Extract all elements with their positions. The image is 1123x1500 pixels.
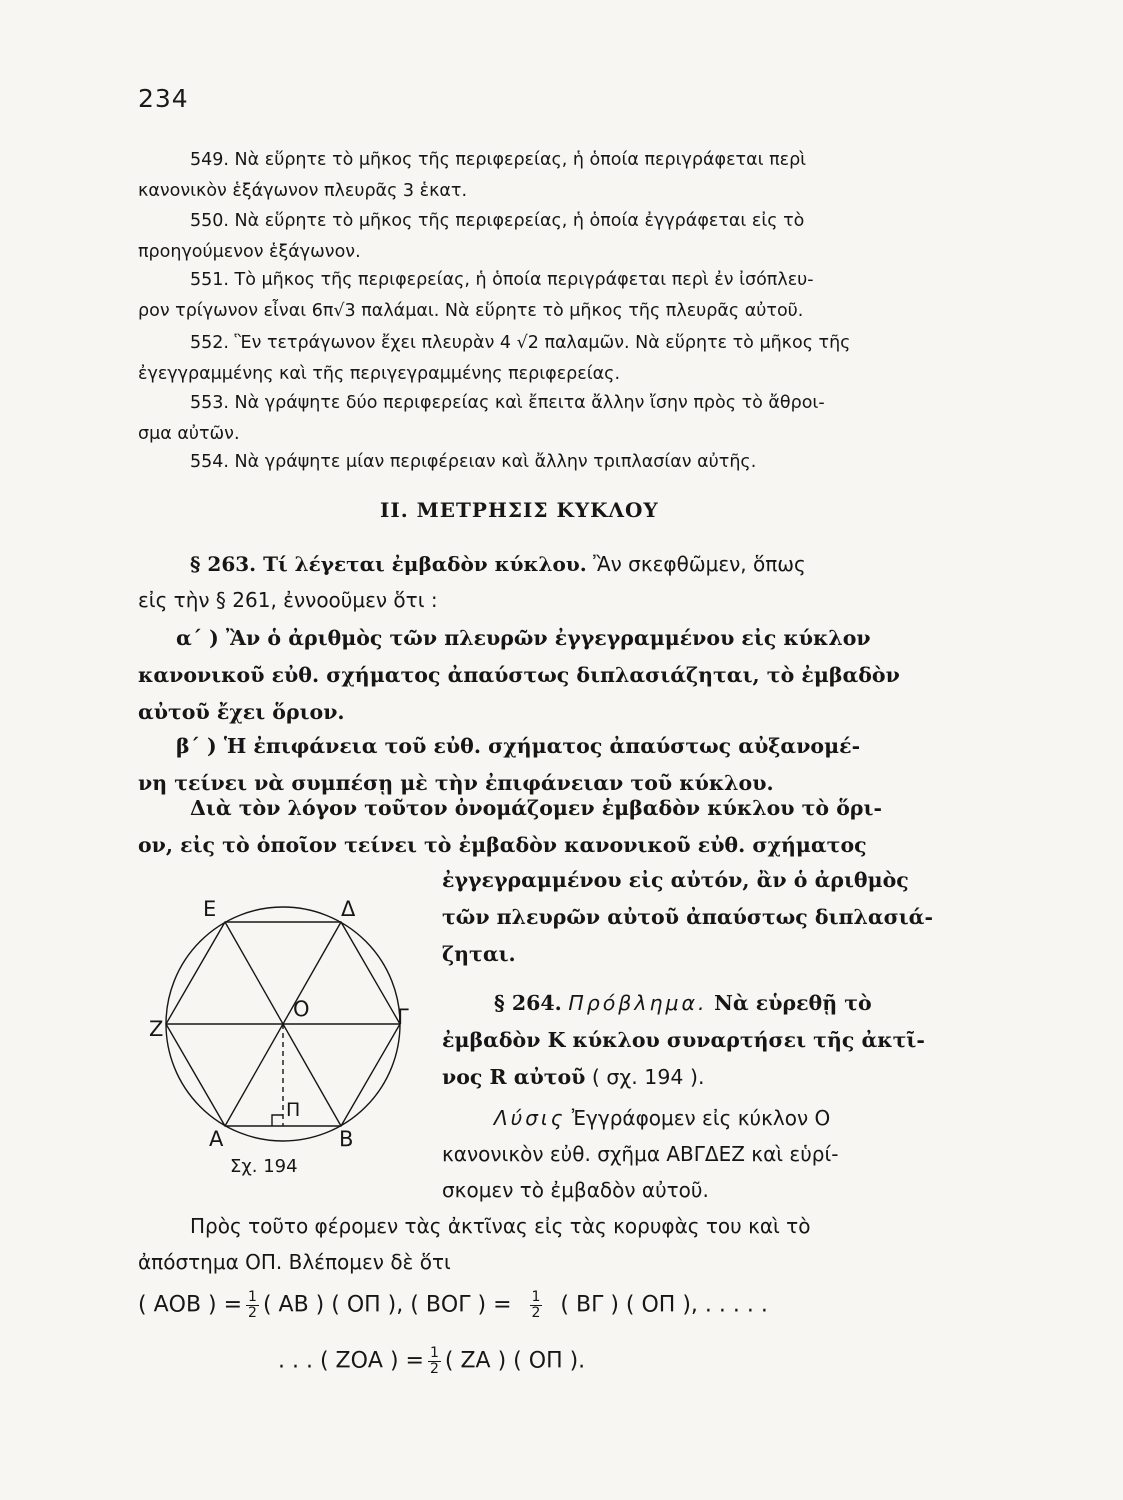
statement-line: β΄ ) Ἡ ἐπιφάνεια τοῦ εὐθ. σχήματος ἀπαύστως αὐξανομέ- xyxy=(176,734,861,758)
right-angle-mark xyxy=(272,1115,283,1126)
statement-line: α΄ ) Ἂν ὁ ἀριθμὸς τῶν πλευρῶν ἐγγεγραμμένου εἰς κύκλον xyxy=(176,626,871,650)
figure-reference: ( σχ. 194 ). xyxy=(591,1065,705,1089)
solution xyxy=(442,1100,988,1208)
exercise-text: ἐγεγγραμμένης καὶ τῆς περιγεγραμμένης περιφερείας. xyxy=(138,364,621,384)
definition-line: Διὰ τὸν λόγον τοῦτον ὀνομάζομεν ἐμβαδὸν κύκλου τὸ ὅρι- xyxy=(190,796,882,820)
exercise-553 xyxy=(138,388,983,450)
formula-part: ( ΑΒ ) ( ΟΠ ), ( ΒΟΓ ) = xyxy=(262,1292,512,1318)
exercise-text: Ἓν τετράγωνον ἔχει πλευρὰν 4 √2 παλαμῶν. Νὰ εὕρητε τὸ μῆκος τῆς xyxy=(234,333,851,353)
fraction-numerator: 1 xyxy=(248,1289,257,1305)
statement-line: νη τείνει νὰ συμπέσῃ μὲ τὴν ἐπιφάνειαν τοῦ κύκλου. xyxy=(138,771,774,795)
exercise-text: Νὰ εὕρητε τὸ μῆκος τῆς περιφερείας, ἡ ὁποία περιγράφεται περὶ xyxy=(234,150,807,170)
definition-line: ἐγγεγραμμένου εἰς αὐτόν, ἂν ὁ ἀριθμὸς xyxy=(442,868,909,892)
section-264 xyxy=(442,985,988,1096)
exercise-552 xyxy=(138,328,983,390)
formula-part: ( ΑΟΒ ) = xyxy=(138,1292,243,1318)
definition-line: ον, εἰς τὸ ὁποῖον τείνει τὸ ἐμβαδὸν κανονικοῦ εὐθ. σχήματος xyxy=(138,833,867,857)
exercise-text: ρον τρίγωνον εἶναι 6π√3 παλάμαι. Νὰ εὕρητε τὸ μῆκος τῆς πλευρᾶς αὐτοῦ. xyxy=(138,301,804,321)
label-E: Ε xyxy=(203,897,217,921)
section-263-intro-text: Ἂν σκεφθῶμεν, ὅπως xyxy=(593,552,806,576)
exercise-number: 551. xyxy=(190,270,229,290)
figure-194-hexagon xyxy=(145,890,425,1180)
label-P: Π xyxy=(286,1099,301,1121)
area-definition xyxy=(138,790,988,864)
formula-part: ( ΖΑ ) ( ΟΠ ). xyxy=(444,1348,586,1374)
exercise-text: Τὸ μῆκος τῆς περιφερείας, ἡ ὁποία περιγράφεται περὶ ἐν ἰσόπλευ- xyxy=(234,270,814,290)
label-O: Ο xyxy=(293,997,310,1021)
section-263-label: § 263. Τί λέγεται ἐμβαδὸν κύκλου. xyxy=(190,552,587,576)
fraction-half xyxy=(428,1346,441,1377)
fraction-half xyxy=(246,1290,259,1321)
exercise-551 xyxy=(138,265,983,327)
fraction-half xyxy=(530,1290,543,1321)
exercise-number: 554. xyxy=(190,452,229,472)
exercise-text: Νὰ γράψητε μίαν περιφέρειαν καὶ ἄλλην τριπλασίαν αὐτῆς. xyxy=(234,452,757,472)
problem-text: ἐμβαδὸν Κ κύκλου συναρτήσει τῆς ἀκτῖ- xyxy=(442,1028,925,1052)
solution-text: Ἐγγράφομεν εἰς κύκλον Ο xyxy=(571,1106,831,1130)
exercise-number: 550. xyxy=(190,211,229,231)
formula-part: ( ΒΓ ) ( ΟΠ ), . . . . . xyxy=(560,1292,768,1318)
fraction-denominator: 2 xyxy=(531,1305,541,1321)
fraction-numerator: 1 xyxy=(429,1345,439,1361)
problem-word: Πρόβλημα. xyxy=(568,991,708,1015)
exercise-number: 552. xyxy=(190,333,229,353)
exercise-550 xyxy=(138,206,983,268)
fraction-denominator: 2 xyxy=(429,1361,439,1377)
exercise-549 xyxy=(138,145,983,207)
formula-part: . . . ( ΖΟΑ ) = xyxy=(278,1348,424,1374)
exercise-text: προηγούμενον ἑξάγωνον. xyxy=(138,242,361,262)
area-definition-continued xyxy=(442,862,988,973)
section-263-intro-line: εἰς τὴν § 261, ἐννοοῦμεν ὅτι : xyxy=(138,588,438,612)
page-number: 234 xyxy=(138,84,189,113)
formula-line-2 xyxy=(278,1346,585,1377)
label-Z: Ζ xyxy=(149,1017,164,1041)
continuation xyxy=(138,1208,988,1280)
solution-text: σκομεν τὸ ἐμβαδὸν αὐτοῦ. xyxy=(442,1178,709,1202)
continuation-line: Πρὸς τοῦτο φέρομεν τὰς ἀκτῖνας εἰς τὰς κορυφὰς του καὶ τὸ xyxy=(190,1214,811,1238)
definition-line: τῶν πλευρῶν αὐτοῦ ἀπαύστως διπλασιά- xyxy=(442,905,933,929)
fraction-denominator: 2 xyxy=(248,1305,257,1321)
problem-text: νος R αὐτοῦ xyxy=(442,1065,586,1089)
exercise-text: σμα αὐτῶν. xyxy=(138,424,240,444)
exercise-number: 553. xyxy=(190,393,229,413)
exercise-number: 549. xyxy=(190,150,229,170)
statement-alpha xyxy=(138,620,988,731)
continuation-line: ἀπόστημα ΟΠ. Βλέπομεν δὲ ὅτι xyxy=(138,1250,451,1274)
statement-line: αὐτοῦ ἔχει ὅριον. xyxy=(138,700,345,724)
definition-line: ζηται. xyxy=(442,942,516,966)
problem-text: Νὰ εὑρεθῇ τὸ xyxy=(714,991,872,1015)
solution-text: κανονικὸν εὐθ. σχῆμα ΑΒΓΔΕΖ καὶ εὑρί- xyxy=(442,1142,839,1166)
exercise-text: Νὰ γράψητε δύο περιφερείας καὶ ἔπειτα ἄλλην ἴσην πρὸς τὸ ἄθροι- xyxy=(234,393,825,413)
solution-word: Λύσις xyxy=(494,1106,566,1130)
exercise-554 xyxy=(138,447,983,478)
label-G: Γ xyxy=(397,1005,409,1029)
label-D: Δ xyxy=(341,897,356,921)
statement-line: κανονικοῦ εὐθ. σχήματος ἀπαύστως διπλασιάζηται, τὸ ἐμβαδὸν xyxy=(138,663,900,687)
fraction-numerator: 1 xyxy=(531,1289,541,1305)
formula-line-1 xyxy=(138,1290,768,1321)
label-A: Α xyxy=(209,1127,224,1151)
section-263-intro xyxy=(138,546,988,618)
section-264-label: § 264. xyxy=(494,991,562,1015)
figure-caption: Σχ. 194 xyxy=(230,1156,298,1177)
exercise-text: Νὰ εὕρητε τὸ μῆκος τῆς περιφερείας, ἡ ὁποία ἐγγράφεται εἰς τὸ xyxy=(234,211,805,231)
exercise-text: κανονικὸν ἑξάγωνον πλευρᾶς 3 ἑκατ. xyxy=(138,181,468,201)
label-B: Β xyxy=(339,1127,354,1151)
section-heading: II. ΜΕΤΡΗΣΙΣ ΚΥΚΛΟΥ xyxy=(380,498,659,522)
